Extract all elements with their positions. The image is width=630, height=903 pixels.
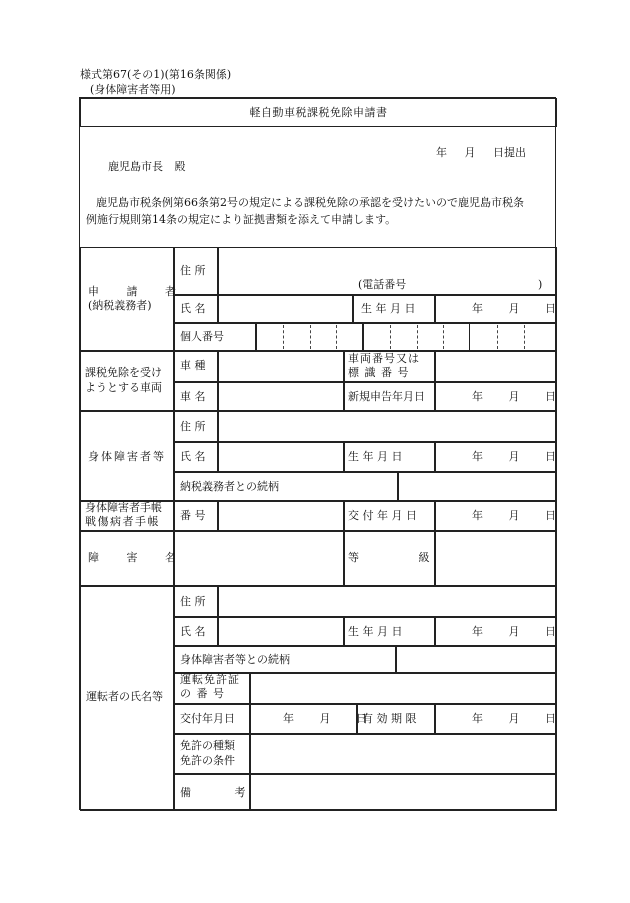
license-issue-value: 年 月 日 <box>283 712 367 725</box>
my-number-label: 個人番号 <box>180 330 224 343</box>
driver-birth-value: 年 月 日 <box>472 625 556 638</box>
applicant-name-field[interactable] <box>218 295 353 323</box>
my-number-group-1 <box>256 323 363 351</box>
vehicle-model-label: 車 名 <box>180 390 206 403</box>
addressee: 鹿児島市長 殿 <box>108 160 186 173</box>
remarks-label: 備 考 <box>180 786 246 799</box>
disability-name-label: 障 害 名 <box>88 551 177 564</box>
handbook-number-label: 番 号 <box>180 509 206 522</box>
driver-name-field[interactable] <box>218 617 344 646</box>
applicant-phone: (電話番号 <box>358 278 407 291</box>
vehicle-plate-label-1: 車両番号又は <box>348 352 420 365</box>
digit-divider <box>336 325 337 349</box>
submission-date[interactable]: 年 月 日提出 <box>436 146 526 159</box>
form-usage: (身体障害者等用) <box>90 83 176 96</box>
digit-divider <box>497 325 498 349</box>
digit-divider <box>283 325 284 349</box>
disabled-address-label: 住 所 <box>180 420 206 433</box>
driver-address-label: 住 所 <box>180 595 206 608</box>
license-number-label-1: 運転免許証 <box>180 673 240 686</box>
applicant-birth-label: 生 年 月 日 <box>361 302 416 315</box>
statement-line-1: 鹿児島市税条例第66条第2号の規定による課税免除の承認を受けたいので鹿児島市税条 <box>96 196 524 209</box>
driver-address-field[interactable] <box>218 586 557 617</box>
applicant-name-label: 氏 名 <box>180 302 206 315</box>
applicant-birth-value: 年 月 日 <box>472 302 556 315</box>
vehicle-label-2: ようとする車両 <box>85 381 162 394</box>
vehicle-model-field[interactable] <box>218 382 344 411</box>
vehicle-plate-label-2: 標 識 番 号 <box>348 366 410 379</box>
vehicle-type-label: 車 種 <box>180 359 206 372</box>
driver-name-label: 氏 名 <box>180 625 206 638</box>
vehicle-type-field[interactable] <box>218 351 344 382</box>
disability-name-field[interactable] <box>174 531 344 586</box>
handbook-issue-value: 年 月 日 <box>472 509 556 522</box>
license-kind-label-2: 免許の条件 <box>180 754 235 767</box>
applicant-address-label: 住 所 <box>180 264 206 277</box>
remarks-field[interactable] <box>250 774 557 811</box>
digit-divider <box>443 325 444 349</box>
disabled-name-label: 氏 名 <box>180 450 206 463</box>
disabled-birth-value: 年 月 日 <box>472 450 556 463</box>
license-expiry-label: 有 効 期 限 <box>362 712 417 725</box>
disabled-birth-label: 生 年 月 日 <box>348 450 403 463</box>
disabled-relation-label: 納税義務者との続柄 <box>180 480 279 493</box>
statement-line-2: 例施行規則第14条の規定により証拠書類を添えて申請します。 <box>86 213 397 226</box>
applicant-sub: (納税義務者) <box>88 299 152 312</box>
digit-divider <box>390 325 391 349</box>
register-date-value: 年 月 日 <box>472 390 556 403</box>
grade-label: 等 級 <box>348 551 430 564</box>
license-kind-label-1: 免許の種類 <box>180 739 235 752</box>
handbook-label-2: 戦傷病者手帳 <box>85 515 160 528</box>
driver-birth-label: 生 年 月 日 <box>348 625 403 638</box>
disabled-relation-field[interactable] <box>398 472 557 501</box>
application-form <box>79 97 556 810</box>
license-number-field[interactable] <box>250 673 557 704</box>
digit-divider <box>417 325 418 349</box>
applicant-label: 申 請 者 <box>88 285 177 298</box>
digit-divider <box>524 325 525 349</box>
handbook-number-field[interactable] <box>218 501 344 531</box>
form-title: 軽自動車税課税免除申請書 <box>249 106 388 119</box>
vehicle-plate-field[interactable] <box>435 351 557 382</box>
digit-divider <box>310 325 311 349</box>
license-kind-field[interactable] <box>250 734 557 774</box>
disabled-label: 身体障害者等 <box>88 450 166 463</box>
my-number-group-2 <box>363 323 470 351</box>
driver-relation-label: 身体障害者等との続柄 <box>180 653 290 666</box>
disabled-address-field[interactable] <box>218 411 557 442</box>
disabled-name-field[interactable] <box>218 442 344 472</box>
driver-relation-field[interactable] <box>396 646 557 673</box>
form-number: 様式第67(その1)(第16条関係) <box>80 68 232 81</box>
applicant-phone-close: ) <box>538 278 543 291</box>
vehicle-label-1: 課税免除を受け <box>85 366 162 379</box>
license-expiry-value: 年 月 日 <box>472 712 556 725</box>
handbook-label-1: 身体障害者手帳 <box>85 501 162 514</box>
license-number-label-2: の 番 号 <box>180 687 225 700</box>
handbook-issue-label: 交 付 年 月 日 <box>348 509 417 522</box>
driver-label: 運転者の氏名等 <box>86 690 163 703</box>
license-issue-label: 交付年月日 <box>180 712 235 725</box>
grade-field[interactable] <box>435 531 557 586</box>
register-date-label: 新規申告年月日 <box>348 390 425 403</box>
